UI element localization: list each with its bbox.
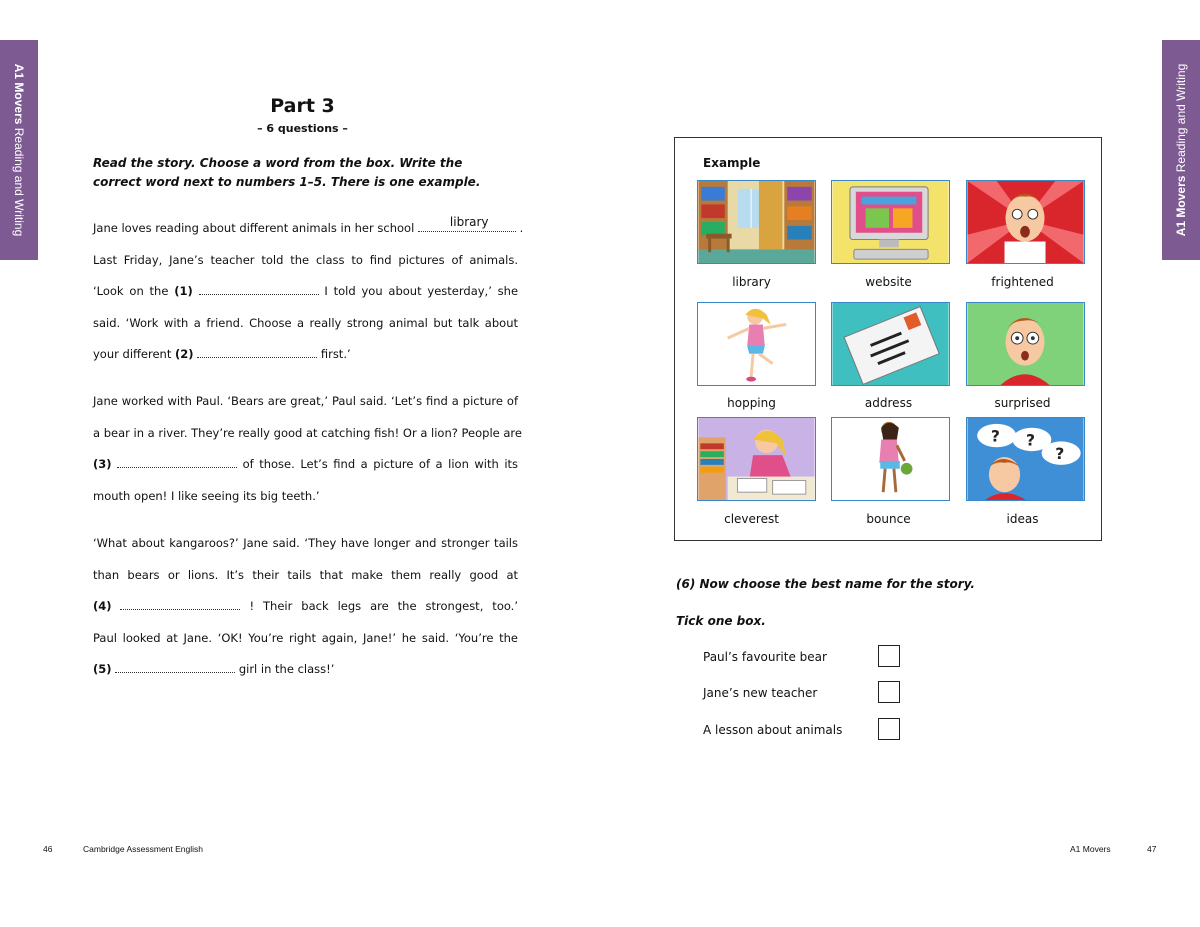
girl-with-ball-illustration [832, 418, 949, 500]
website-picture [831, 180, 950, 264]
side-tab-right-rest: Reading and Writing [1174, 63, 1188, 176]
story-text: ! Their back legs are the strongest, too.’ [249, 599, 518, 613]
option-label-2: Jane’s new teacher [703, 686, 818, 700]
story-line [93, 481, 518, 513]
side-tab-left-rest: Reading and Writing [12, 124, 26, 237]
story-line [93, 308, 518, 340]
gap-number: (3) [93, 457, 112, 471]
story-line [93, 560, 518, 592]
svg-text:?: ? [1025, 431, 1036, 450]
computer-illustration [832, 181, 949, 263]
tick-instruction: Tick one box. [676, 614, 766, 628]
side-tab-right [1162, 40, 1200, 260]
story-paragraph-2 [93, 386, 522, 512]
ideas-picture [966, 417, 1085, 501]
surprised-boy-illustration [967, 303, 1084, 385]
bounce-picture [831, 417, 950, 501]
answer-gap[interactable] [197, 345, 317, 358]
story-line [93, 591, 518, 623]
cleverest-picture [697, 417, 816, 501]
hopping-picture [697, 302, 816, 386]
example-answer: library [449, 215, 489, 229]
answer-gap[interactable] [117, 455, 237, 468]
page-number-left: 46 [43, 844, 53, 854]
side-tab-right-bold: A1 Movers [1174, 175, 1188, 237]
page-number-right: 47 [1147, 844, 1157, 854]
story-text: Last Friday, Jane’s teacher told the class to find pictures of animals. [93, 252, 518, 267]
story-line [93, 623, 518, 655]
option-checkbox-3[interactable] [878, 718, 900, 740]
story-text: of those. Let’s find a picture of a lion with its [242, 457, 519, 471]
story-line [93, 276, 518, 308]
library-picture [697, 180, 816, 264]
word-address: address [864, 396, 913, 410]
frightened-boy-illustration [967, 181, 1084, 263]
instructions: Read the story. Choose a word from the box. Write the correct word next to numbers 1–5. There is one example. [93, 156, 481, 189]
story-text: a bear in a river. They’re really good at catching fish! Or a lion? People are [93, 425, 522, 440]
side-tab-left [0, 40, 38, 260]
word-frightened: frightened [991, 275, 1054, 289]
surprised-picture [966, 302, 1085, 386]
svg-text:?: ? [1055, 445, 1065, 463]
envelope-illustration [832, 303, 949, 385]
word-box [674, 137, 1102, 541]
story-line [93, 245, 518, 277]
example-answer-gap [418, 215, 516, 232]
footer-brand-left: Cambridge Assessment English [83, 844, 204, 854]
word-cleverest: cleverest [724, 512, 779, 526]
story-text: ‘What about kangaroos?’ Jane said. ‘They have longer and stronger tails [93, 536, 518, 550]
story-text: said. ‘Work with a friend. Choose a really strong animal but talk about [93, 315, 518, 330]
library-illustration [698, 181, 815, 263]
gap-number: (5) [93, 662, 112, 676]
example-label: Example [703, 156, 761, 170]
word-ideas: ideas [1006, 512, 1039, 526]
story-text: Paul looked at Jane. ‘OK! You’re right again, Jane!’ he said. ‘You’re the [93, 630, 518, 645]
story-text: Jane loves reading about different animals in her school [93, 221, 415, 235]
story-line [93, 213, 524, 245]
story-text: I told you about yesterday,’ she [324, 284, 519, 298]
option-label-1: Paul’s favourite bear [703, 650, 827, 664]
word-surprised: surprised [994, 396, 1051, 410]
word-website: website [865, 275, 912, 289]
gap-number: (2) [175, 347, 194, 361]
story-text: . [519, 221, 524, 235]
story-line [93, 386, 518, 418]
word-bounce: bounce [866, 512, 911, 526]
story-paragraph-3 [93, 528, 518, 686]
answer-gap[interactable] [199, 282, 319, 295]
gap-number: (4) [93, 599, 112, 613]
studying-girl-illustration [698, 418, 815, 500]
story-line [93, 654, 518, 686]
part-subtitle: – 6 questions – [257, 122, 348, 135]
story-text: mouth open! I like seeing its big teeth.’ [93, 488, 320, 503]
part-title: Part 3 [270, 95, 335, 117]
story-text: first.’ [320, 347, 351, 361]
gap-number: (1) [174, 284, 193, 298]
word-library: library [732, 275, 771, 289]
option-checkbox-2[interactable] [878, 681, 900, 703]
story-paragraph-1 [93, 213, 524, 371]
option-label-3: A lesson about animals [703, 723, 843, 737]
answer-gap[interactable] [120, 597, 240, 610]
option-checkbox-1[interactable] [878, 645, 900, 667]
story-line [93, 339, 518, 371]
hopping-girl-illustration [698, 303, 815, 385]
svg-text:?: ? [990, 427, 1000, 446]
story-text: Jane worked with Paul. ‘Bears are great,’ Paul said. ‘Let’s find a picture of [93, 394, 518, 408]
story-text: than bears or lions. It’s their tails that make them really good at [93, 567, 518, 582]
story-text: girl in the class!’ [238, 662, 335, 676]
story-line [93, 528, 518, 560]
footer-brand-right: A1 Movers [1070, 844, 1111, 854]
story-text: your different [93, 347, 172, 361]
answer-gap[interactable] [115, 660, 235, 673]
story-line [93, 449, 518, 481]
side-tab-left-bold: A1 Movers [12, 63, 26, 125]
address-picture [831, 302, 950, 386]
story-line [93, 418, 522, 450]
story-text: ‘Look on the [93, 284, 169, 298]
question-6-prompt: (6) Now choose the best name for the story. [676, 577, 975, 591]
word-hopping: hopping [727, 396, 776, 410]
frightened-picture [966, 180, 1085, 264]
thinking-boy-illustration [967, 418, 1084, 500]
